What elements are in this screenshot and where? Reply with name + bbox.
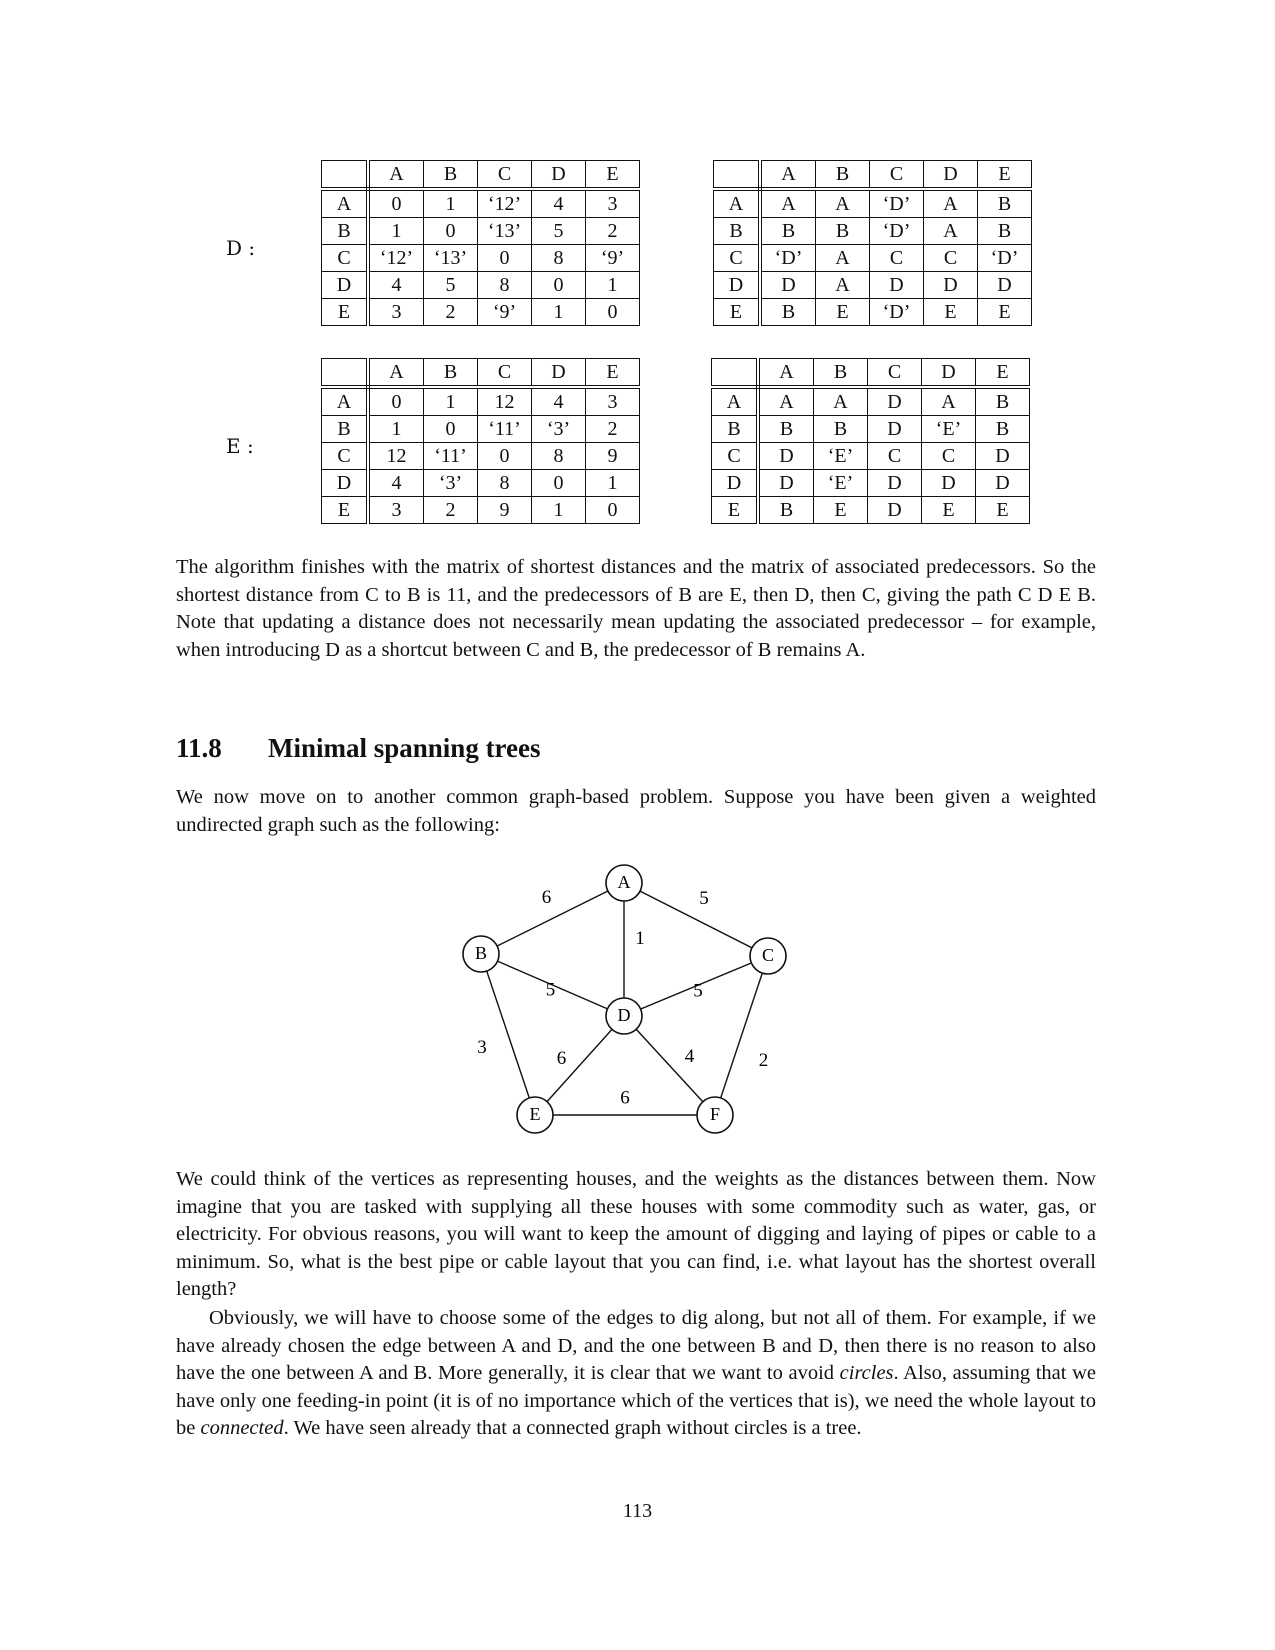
dist-d-cell: 0 — [478, 245, 532, 272]
pred-e-cell: B — [758, 416, 814, 443]
pred-e-cell: E — [976, 497, 1030, 524]
paragraph-circles — [176, 1305, 1096, 1443]
dist-d-cell: 5 — [532, 218, 586, 245]
pred-e-cell: D — [868, 497, 922, 524]
pred-e-cell: D — [758, 443, 814, 470]
pred-d-cell: B — [760, 218, 816, 245]
dist-d-cell: ‘13’ — [424, 245, 478, 272]
dist-d-cell: 3 — [586, 189, 640, 218]
pred-d-cell: ‘D’ — [760, 245, 816, 272]
dist-d-cell: 1 — [586, 272, 640, 299]
pred-e-cell: C — [868, 443, 922, 470]
pred-d-cell: ‘D’ — [870, 218, 924, 245]
dist-d-row-header: C — [322, 245, 369, 272]
pred-d-col-header: D — [924, 161, 978, 190]
dist-d-cell: 1 — [368, 218, 424, 245]
dist-d-cell: 0 — [532, 272, 586, 299]
dist-e-col-header: C — [478, 359, 532, 388]
pred-e-cell: D — [976, 470, 1030, 497]
pred-d-cell: D — [978, 272, 1032, 299]
dist-e-cell: ‘11’ — [424, 443, 478, 470]
edge-weight-A-B: 6 — [541, 886, 552, 908]
pred-e-row-header: E — [712, 497, 759, 524]
edge-weight-D-E: 6 — [556, 1047, 567, 1069]
vertex-label-D: D — [617, 1005, 631, 1026]
pred-d-cell: B — [978, 189, 1032, 218]
paragraph-algorithm-finish: The algorithm finishes with the matrix of shortest distances and the matrix of associated predecessors. So the shortest distance from C to B is 11, and the predecessors of B are E, then D, then C, giving the path C D E B. Note that updating a distance does not necessarily mean updating the associated predecessor – for example, when introducing D as a shortcut between C and B, the predecessor of B remains A. — [176, 556, 1096, 661]
dist-d-cell: 0 — [586, 299, 640, 326]
dist-d-cell: ‘9’ — [586, 245, 640, 272]
pred-d-cell: A — [760, 189, 816, 218]
emphasis-connected: connected — [200, 1417, 284, 1439]
pred-d-cell: C — [924, 245, 978, 272]
graph-edge-C-F — [715, 956, 768, 1115]
dist-e-cell: 0 — [424, 416, 478, 443]
dist-e-cell: ‘11’ — [478, 416, 532, 443]
pred-d-col-header: C — [870, 161, 924, 190]
dist-e-cell: 9 — [478, 497, 532, 524]
pred-d-cell: A — [816, 189, 870, 218]
dist-e-col-header: A — [368, 359, 424, 388]
pred-d-row-header: D — [714, 272, 761, 299]
graph-edge-A-C — [624, 883, 768, 956]
pred-d-cell: ‘D’ — [978, 245, 1032, 272]
dist-d-cell: 4 — [368, 272, 424, 299]
pred-e-row-header: C — [712, 443, 759, 470]
pred-e-cell: ‘E’ — [814, 443, 868, 470]
pred-d-row-header: B — [714, 218, 761, 245]
paragraph-intro-graph: We now move on to another common graph-based problem. Suppose you have been given a weighted undirected graph such as the following: — [176, 786, 1096, 836]
vertex-label-E: E — [529, 1104, 541, 1125]
edge-weight-A-D: 1 — [635, 927, 645, 949]
dist-e-cell: 8 — [532, 443, 586, 470]
pred-e-col-header: B — [814, 359, 868, 388]
dist-d-cell: 3 — [368, 299, 424, 326]
dist-d-cell: 2 — [586, 218, 640, 245]
edge-weight-C-F: 2 — [758, 1049, 769, 1071]
pred-d-cell: B — [816, 218, 870, 245]
pred-d-cell: B — [760, 299, 816, 326]
dist-d-col-header: E — [586, 161, 640, 190]
pred-d-cell: E — [816, 299, 870, 326]
section-number: 11.8 — [176, 733, 222, 763]
paragraph-circles-part2: . Also, assuming that we have only one feeding-in point (it is of no importance which of the vertices that is), we need the whole layout to be — [176, 1362, 1097, 1439]
pred-d-cell: D — [870, 272, 924, 299]
pred-e-col-header: C — [868, 359, 922, 388]
pred-e-row-header: A — [712, 387, 759, 416]
dist-d-cell: 1 — [424, 189, 478, 218]
paragraph-circles-part3: . We have seen already that a connected graph without circles is a tree. — [283, 1417, 862, 1439]
pred-d-row-header: E — [714, 299, 761, 326]
edge-weight-A-C: 5 — [699, 887, 709, 909]
edge-weight-B-D: 5 — [545, 979, 556, 1001]
edge-weight-E-F: 6 — [620, 1087, 630, 1109]
dist-e-cell: 0 — [368, 387, 424, 416]
dist-e-cell: 0 — [586, 497, 640, 524]
graph-vertex-E — [517, 1097, 553, 1133]
pred-d-col-header: E — [978, 161, 1032, 190]
edge-weight-C-D: 5 — [693, 980, 703, 1002]
dist-e-cell: 1 — [532, 497, 586, 524]
dist-d-cell: ‘12’ — [368, 245, 424, 272]
pred-d-col-header: A — [760, 161, 816, 190]
dist-d-cell: 5 — [424, 272, 478, 299]
pred-d-row-header: C — [714, 245, 761, 272]
dist-e-col-header: D — [532, 359, 586, 388]
dist-e-cell: 3 — [586, 387, 640, 416]
graph-vertex-F — [697, 1097, 733, 1133]
vertex-label-A: A — [617, 872, 631, 893]
dist-d-cell: ‘9’ — [478, 299, 532, 326]
paragraph-circles-part1: Obviously, we will have to choose some of the edges to dig along, but not all of them. For example, if we have already chosen the edge between A and D, and the one between B and D, then there is no reason to also have the one between A and B. More generally, it is clear that we want to avoid — [176, 1307, 1096, 1384]
dist-e-cell: 1 — [586, 470, 640, 497]
pred-d-cell: A — [924, 218, 978, 245]
dist-e-row-header: A — [322, 387, 369, 416]
graph-edge-A-B — [481, 883, 624, 954]
pred-d-cell: C — [870, 245, 924, 272]
graph-vertex-D — [606, 998, 642, 1034]
pred-d-cell: ‘D’ — [870, 299, 924, 326]
dist-d-col-header: A — [368, 161, 424, 190]
pred-e-cell: C — [922, 443, 976, 470]
matrix-label-e: E : — [226, 434, 254, 458]
dist-e-cell: 12 — [478, 387, 532, 416]
dist-e-cell: 2 — [424, 497, 478, 524]
pred-e-row-header: D — [712, 470, 759, 497]
dist-d-cell: 2 — [424, 299, 478, 326]
dist-e-cell: 0 — [532, 470, 586, 497]
dist-d-cell: 8 — [478, 272, 532, 299]
dist-d-col-header: C — [478, 161, 532, 190]
pred-e-cell: A — [758, 387, 814, 416]
pred-d-row-header: A — [714, 189, 761, 218]
pred-e-cell: D — [922, 470, 976, 497]
dist-e-col-header: E — [586, 359, 640, 388]
dist-e-cell: 0 — [478, 443, 532, 470]
pred-e-cell: D — [868, 470, 922, 497]
dist-e-row-header: D — [322, 470, 369, 497]
pred-d-cell: B — [978, 218, 1032, 245]
dist-e-row-header: E — [322, 497, 369, 524]
pred-e-cell: ‘E’ — [814, 470, 868, 497]
dist-e-cell: 1 — [368, 416, 424, 443]
dist-e-cell: ‘3’ — [424, 470, 478, 497]
pred-e-cell: B — [976, 387, 1030, 416]
pred-d-cell: A — [924, 189, 978, 218]
dist-e-row-header: C — [322, 443, 369, 470]
dist-d-cell: 4 — [532, 189, 586, 218]
pred-d-cell: A — [816, 272, 870, 299]
dist-e-cell: 3 — [368, 497, 424, 524]
dist-e-cell: 12 — [368, 443, 424, 470]
section-title: Minimal spanning trees — [268, 733, 541, 763]
edge-weight-B-E: 3 — [477, 1036, 487, 1058]
dist-d-col-header: B — [424, 161, 478, 190]
pred-e-cell: D — [758, 470, 814, 497]
graph-vertex-A — [606, 865, 642, 901]
pred-d-cell: A — [816, 245, 870, 272]
graph-vertex-B — [463, 936, 499, 972]
pred-e-cell: D — [868, 387, 922, 416]
pred-e-cell: B — [976, 416, 1030, 443]
pred-e-cell: A — [922, 387, 976, 416]
matrix-label-d: D : — [226, 236, 256, 260]
dist-d-row-header: A — [322, 189, 369, 218]
dist-e-cell: 4 — [532, 387, 586, 416]
emphasis-circles: circles — [839, 1362, 894, 1384]
pred-e-col-header: A — [758, 359, 814, 388]
pred-e-cell: A — [814, 387, 868, 416]
edge-weight-D-F: 4 — [684, 1045, 695, 1067]
dist-e-cell: 8 — [478, 470, 532, 497]
paragraph-houses: We could think of the vertices as representing houses, and the weights as the distances between them. Now imagine that you are tasked with supplying all these houses with some commodity such as water, gas, or electricity. For obvious reasons, you will want to keep the amount of digging and laying of pipes or cable to a minimum. So, what is the best pipe or cable layout that you can find, i.e. what layout has the shortest overall length? — [176, 1168, 1096, 1300]
dist-e-cell: ‘3’ — [532, 416, 586, 443]
dist-e-cell: 4 — [368, 470, 424, 497]
pred-e-cell: B — [814, 416, 868, 443]
dist-d-cell: ‘12’ — [478, 189, 532, 218]
page-number: 113 — [622, 1500, 653, 1522]
dist-e-cell: 9 — [586, 443, 640, 470]
pred-d-cell: E — [924, 299, 978, 326]
dist-d-cell: 1 — [532, 299, 586, 326]
pred-d-cell: D — [924, 272, 978, 299]
graph-edge-D-F — [624, 1016, 715, 1115]
dist-e-row-header: B — [322, 416, 369, 443]
dist-d-row-header: D — [322, 272, 369, 299]
pred-e-cell: E — [922, 497, 976, 524]
dist-d-cell: 0 — [424, 218, 478, 245]
dist-e-cell: 2 — [586, 416, 640, 443]
vertex-label-F: F — [709, 1104, 721, 1125]
pred-e-row-header: B — [712, 416, 759, 443]
dist-d-row-header: E — [322, 299, 369, 326]
pred-d-cell: E — [978, 299, 1032, 326]
dist-d-col-header: D — [532, 161, 586, 190]
pred-e-cell: ‘E’ — [922, 416, 976, 443]
pred-e-cell: B — [758, 497, 814, 524]
dist-d-cell: 0 — [368, 189, 424, 218]
graph-edge-D-E — [535, 1016, 624, 1115]
pred-d-col-header: B — [816, 161, 870, 190]
dist-e-col-header: B — [424, 359, 478, 388]
pred-d-cell: ‘D’ — [870, 189, 924, 218]
graph-edge-B-E — [481, 954, 535, 1115]
graph-vertex-C — [750, 938, 786, 974]
pred-e-col-header: D — [922, 359, 976, 388]
pred-e-cell: D — [868, 416, 922, 443]
pred-e-cell: E — [814, 497, 868, 524]
dist-d-cell: ‘13’ — [478, 218, 532, 245]
dist-d-cell: 8 — [532, 245, 586, 272]
vertex-label-C: C — [761, 945, 775, 966]
dist-e-cell: 1 — [424, 387, 478, 416]
pred-e-cell: D — [976, 443, 1030, 470]
vertex-label-B: B — [474, 943, 488, 964]
pred-d-cell: D — [760, 272, 816, 299]
pred-e-col-header: E — [976, 359, 1030, 388]
dist-d-row-header: B — [322, 218, 369, 245]
